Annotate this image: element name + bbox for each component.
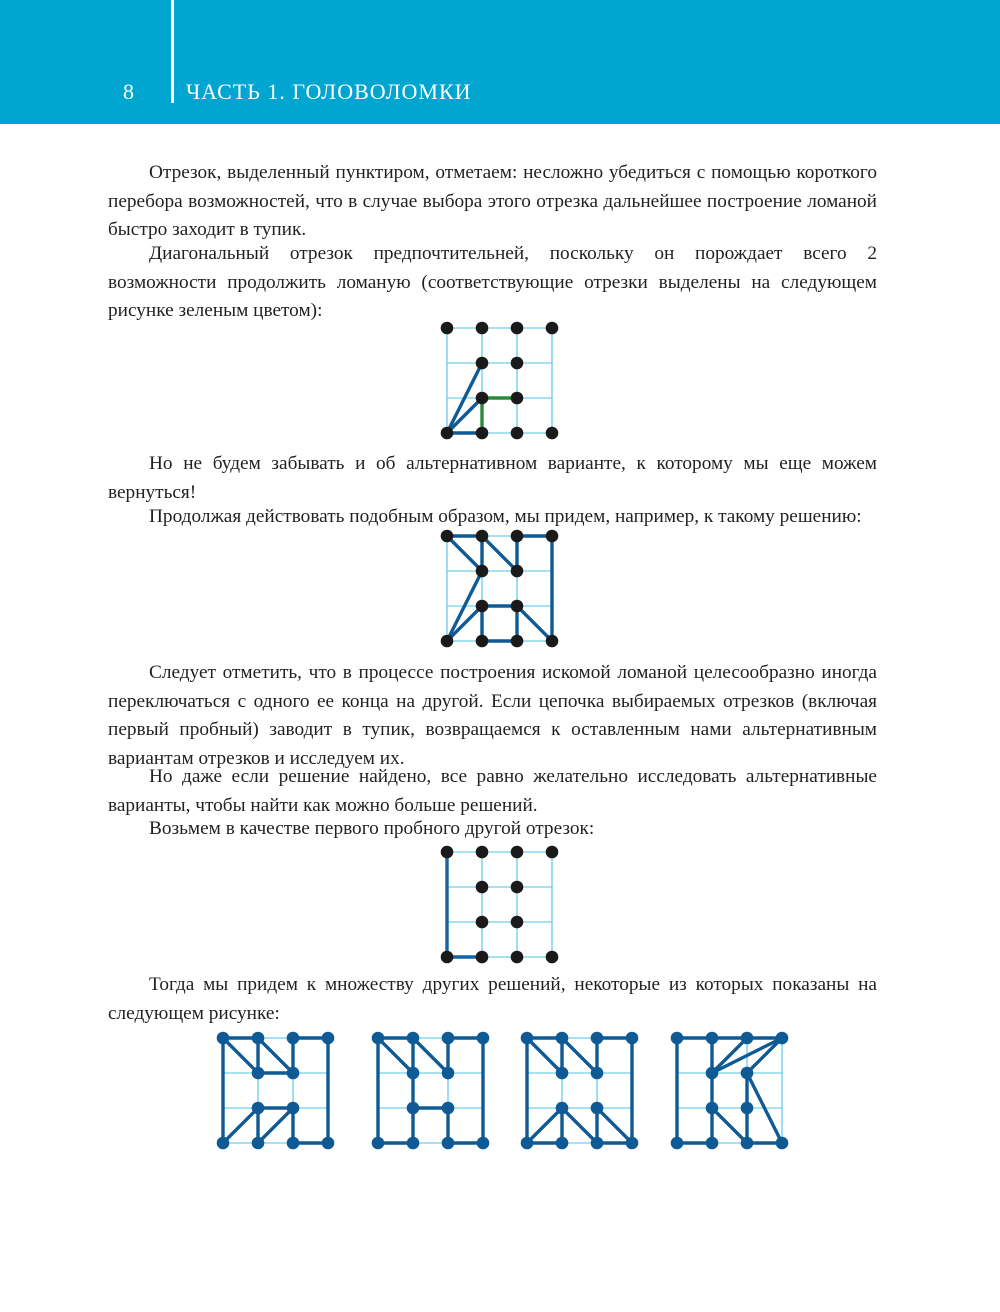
- grid-dot: [476, 392, 489, 405]
- grid-dot: [626, 1032, 639, 1045]
- figure-4-solution-b: [361, 1026, 501, 1156]
- grid-dot: [217, 1032, 230, 1045]
- grid-dot: [556, 1032, 569, 1045]
- path-segment: [562, 1108, 597, 1143]
- page-number: 8: [123, 79, 134, 104]
- path-segment: [223, 1038, 258, 1073]
- grid-dot: [407, 1102, 420, 1115]
- grid-dot: [741, 1067, 754, 1080]
- grid-dot: [741, 1032, 754, 1045]
- grid-dot: [322, 1137, 335, 1150]
- grid-dot: [407, 1137, 420, 1150]
- grid-dot: [556, 1137, 569, 1150]
- path-segment: [447, 398, 482, 433]
- grid-dot: [511, 530, 524, 543]
- grid-dot: [252, 1137, 265, 1150]
- grid-dot: [476, 357, 489, 370]
- grid-dot: [287, 1032, 300, 1045]
- path-segment: [597, 1108, 632, 1143]
- grid-dot: [546, 530, 559, 543]
- grid-dot: [741, 1102, 754, 1115]
- grid-dot: [441, 951, 454, 964]
- grid-dot: [511, 951, 524, 964]
- grid-dot: [287, 1102, 300, 1115]
- grid-dot: [511, 600, 524, 613]
- path-segment: [747, 1038, 782, 1073]
- grid-dot: [556, 1102, 569, 1115]
- paragraph-8: Тогда мы придем к множеству других решений, некоторые из которых показаны на следующем рисунке:: [108, 974, 877, 1024]
- grid-dot: [287, 1067, 300, 1080]
- path-segment: [258, 1108, 293, 1143]
- grid-dot: [706, 1067, 719, 1080]
- grid-dot: [476, 322, 489, 335]
- path-segment: [562, 1038, 597, 1073]
- grid-dot: [776, 1137, 789, 1150]
- grid-dot: [546, 322, 559, 335]
- grid-dot: [441, 322, 454, 335]
- figure-1-puzzle: [430, 316, 570, 446]
- grid-dot: [591, 1067, 604, 1080]
- path-segment: [378, 1038, 413, 1073]
- grid-dot: [476, 916, 489, 929]
- path-segment: [712, 1038, 747, 1073]
- path-segment: [527, 1038, 562, 1073]
- grid-dot: [372, 1137, 385, 1150]
- grid-dot: [556, 1067, 569, 1080]
- grid-dot: [511, 565, 524, 578]
- chapter-title: ЧАСТЬ 1. ГОЛОВОЛОМКИ: [186, 79, 472, 104]
- grid-dot: [546, 635, 559, 648]
- grid-dot: [626, 1137, 639, 1150]
- path-segment: [413, 1038, 448, 1073]
- grid-dot: [476, 635, 489, 648]
- figure-4-solution-a: [206, 1026, 346, 1156]
- grid-dot: [217, 1137, 230, 1150]
- grid-dot: [252, 1067, 265, 1080]
- grid-dot: [511, 357, 524, 370]
- figure-3-alternative: [430, 840, 570, 970]
- paragraph-4: Продолжая действовать подобным образом, мы придем, например, к такому решению:: [149, 506, 862, 527]
- grid-dot: [372, 1032, 385, 1045]
- grid-dot: [706, 1137, 719, 1150]
- grid-dot: [442, 1137, 455, 1150]
- grid-dot: [441, 846, 454, 859]
- grid-dot: [591, 1032, 604, 1045]
- grid-dot: [287, 1137, 300, 1150]
- header-band: [0, 0, 1000, 124]
- grid-dot: [521, 1137, 534, 1150]
- path-segment: [223, 1108, 258, 1143]
- grid-dot: [322, 1032, 335, 1045]
- grid-dot: [511, 392, 524, 405]
- grid-dot: [476, 427, 489, 440]
- figure-4-solution-c: [510, 1026, 650, 1156]
- path-segment: [517, 606, 552, 641]
- paragraph-3: Но не будем забывать и об альтернативном варианте, к которому мы еще можем вернуться!: [108, 453, 877, 503]
- paragraph-1: Отрезок, выделенный пунктиром, отметаем: несложно убедиться с помощью короткого перебора возможностей, что в случае выбора этого отрезка дальнейшее построение ломаной быстро заходит в тупик.: [108, 162, 877, 240]
- grid-dot: [591, 1102, 604, 1115]
- grid-dot: [477, 1032, 490, 1045]
- grid-dot: [776, 1032, 789, 1045]
- grid-dot: [511, 427, 524, 440]
- grid-dot: [671, 1032, 684, 1045]
- path-segment: [527, 1108, 562, 1143]
- grid-dot: [706, 1102, 719, 1115]
- grid-dot: [476, 951, 489, 964]
- header-divider: [171, 0, 174, 103]
- grid-dot: [476, 881, 489, 894]
- grid-dot: [442, 1067, 455, 1080]
- grid-dot: [546, 951, 559, 964]
- grid-dot: [511, 846, 524, 859]
- grid-dot: [476, 846, 489, 859]
- grid-dot: [442, 1102, 455, 1115]
- grid-dot: [671, 1137, 684, 1150]
- path-segment: [258, 1038, 293, 1073]
- paragraph-7: Возьмем в качестве первого пробного другой отрезок:: [149, 818, 595, 839]
- grid-dot: [441, 427, 454, 440]
- path-segment: [482, 536, 517, 571]
- grid-dot: [511, 322, 524, 335]
- grid-dot: [477, 1137, 490, 1150]
- grid-dot: [476, 600, 489, 613]
- grid-dot: [706, 1032, 719, 1045]
- grid-dot: [441, 530, 454, 543]
- grid-dot: [441, 635, 454, 648]
- grid-dot: [476, 530, 489, 543]
- grid-dot: [591, 1137, 604, 1150]
- path-segment: [447, 606, 482, 641]
- paragraph-6: Но даже если решение найдено, все равно желательно исследовать альтернативные варианты, чтобы найти как можно больше решений.: [108, 766, 877, 816]
- grid-dot: [511, 916, 524, 929]
- path-segment: [712, 1108, 747, 1143]
- grid-dot: [407, 1067, 420, 1080]
- grid-dot: [511, 635, 524, 648]
- grid-dot: [546, 846, 559, 859]
- grid-dot: [252, 1032, 265, 1045]
- grid-dot: [252, 1102, 265, 1115]
- grid-dot: [511, 881, 524, 894]
- paragraph-5: Следует отметить, что в процессе построения искомой ломаной целесообразно иногда переключаться с одного ее конца на другой. Если цепочка выбираемых отрезков (включая первый пробный) заводит в тупик, возвращаемся к оставленным нами альтернативным вариантам отрезков и исследуем их.: [108, 662, 877, 769]
- grid-dot: [741, 1137, 754, 1150]
- path-segment: [447, 536, 482, 571]
- grid-dot: [546, 427, 559, 440]
- figure-2-solution: [430, 524, 570, 654]
- grid-dot: [442, 1032, 455, 1045]
- paragraph-2: Диагональный отрезок предпочтительней, поскольку он порождает всего 2 возможности продолжить ломаную (соответствующие отрезки выделены на следующем рисунке зеленым цветом):: [108, 243, 877, 321]
- grid-dot: [407, 1032, 420, 1045]
- grid-dot: [521, 1032, 534, 1045]
- figure-4-solution-d: [660, 1026, 800, 1156]
- grid-dot: [476, 565, 489, 578]
